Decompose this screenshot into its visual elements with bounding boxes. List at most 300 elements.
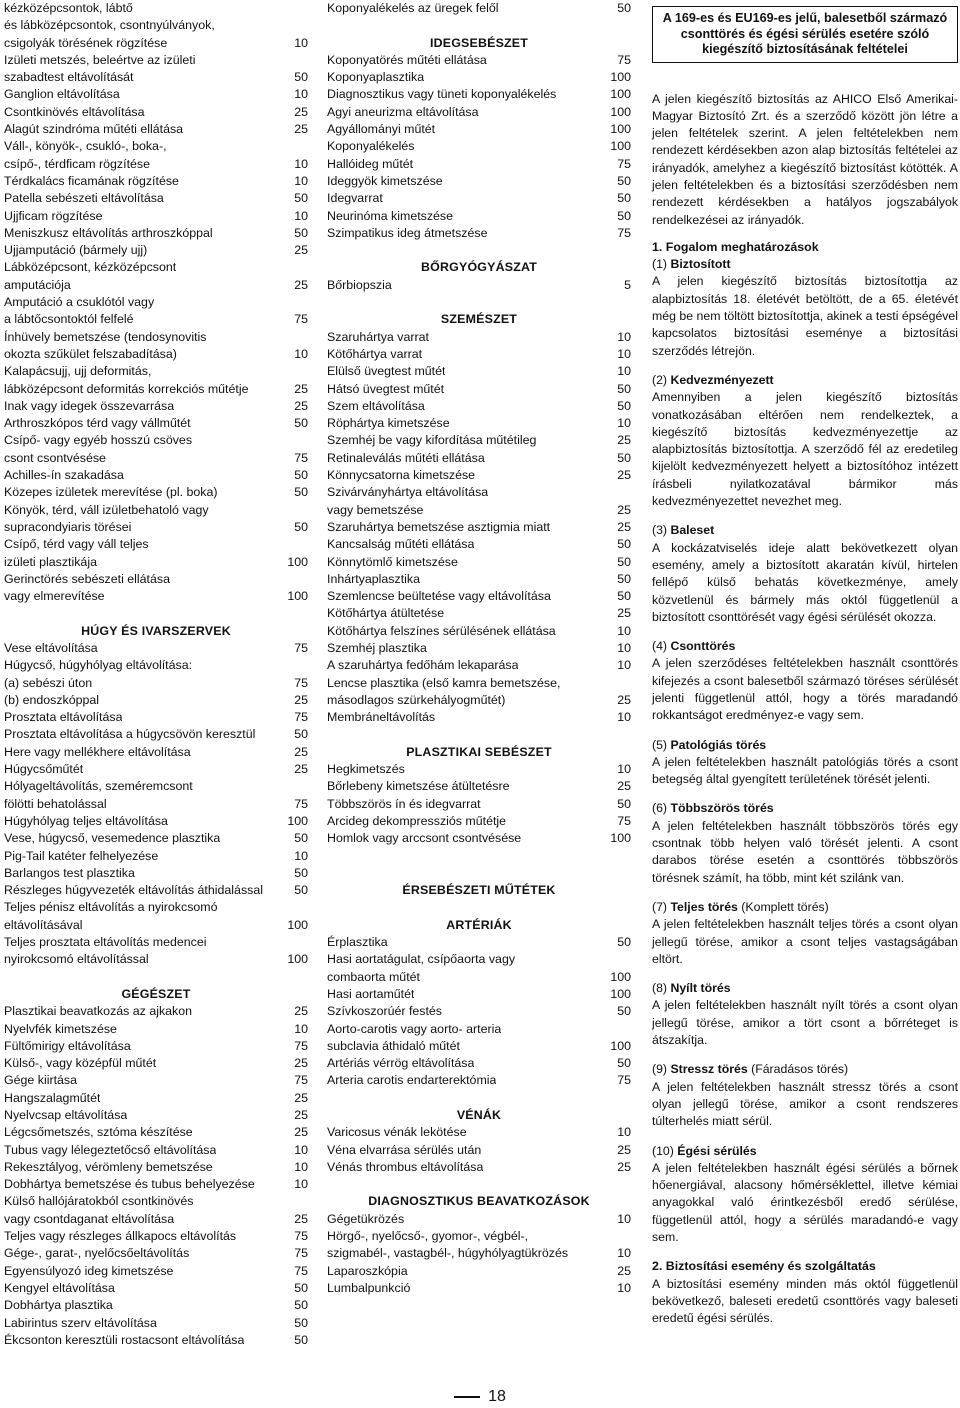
item-value: 25 (294, 1056, 308, 1071)
item-label: Inak vagy idegek összevarrása (4, 398, 175, 413)
item-label: Kancsalság műtéti ellátása (327, 537, 475, 552)
page-number (0, 1388, 960, 1406)
item-label: Plasztikai beavatkozás az ajkakon (4, 1004, 193, 1019)
item-label: Ínhüvely bemetszése (tendosynovitis (4, 329, 207, 344)
definition-title: (9) Stressz törés (Fáradásos törés) (652, 1062, 849, 1077)
list-item (327, 138, 631, 155)
item-label: Dobhártya bemetszése és tubus behelyezése (4, 1177, 255, 1192)
item-label: Koponyatörés műtéti ellátása (327, 52, 487, 67)
item-value: 75 (294, 796, 308, 811)
list-item (4, 1176, 308, 1193)
item-label: Hegkimetszés (327, 762, 405, 777)
item-value: 75 (294, 1073, 308, 1088)
item-value: 50 (294, 1298, 308, 1313)
list-item (327, 225, 631, 242)
list-item (327, 657, 631, 674)
list-item (4, 467, 308, 484)
item-label: Bőrlebeny kimetszése átültetésre (327, 779, 510, 794)
item-value: 25 (294, 1125, 308, 1140)
definition-text: A jelen feltételekben használt égési sérülés a bőrnek hőenergiával, alacsony hőmérséklettel, illetve kémiai anyagokkal való érintkezésből eredő sérülése, függetlenül attól, hogy a sérülés maradandó-e vagy sem. (652, 1160, 958, 1245)
section-text: A biztosítási esemény minden más októl függetlenül bekövetkező, baleseti eredetű csonttörés vagy baleseti eredetű égési sérülés. (652, 1276, 958, 1326)
item-value: 10 (617, 658, 631, 673)
list-item (327, 190, 631, 207)
list-item (4, 329, 308, 346)
definition-title: (3) Baleset (652, 523, 715, 538)
item-label: Rekesztályog, vérömleny bemetszése (4, 1159, 213, 1174)
item-label: csigolyák törésének rögzítése (4, 35, 168, 50)
item-value: 50 (294, 1280, 308, 1295)
item-value: 50 (294, 468, 308, 483)
list-item (327, 778, 631, 795)
list-item (4, 1332, 308, 1349)
item-label: Vese eltávolítása (4, 640, 98, 655)
item-label: másodlagos szürkehályogműtét) (327, 692, 506, 707)
item-label: Röphártya kimetszése (327, 416, 450, 431)
item-label: vagy bemetszése (327, 502, 424, 517)
section-heading: ARTÉRIÁK (446, 917, 512, 932)
list-item (4, 311, 308, 328)
item-value: 10 (617, 329, 631, 344)
item-label: Vese, húgycső, vesemedence plasztika (4, 831, 221, 846)
page-number-text: 18 (488, 1388, 506, 1405)
definition-text: A jelen feltételekben használt teljes törés a csont olyan jellegű törése, amikor a csont teljes vastagságában eltört. (652, 917, 958, 966)
item-value: 75 (617, 813, 631, 828)
list-item (327, 986, 631, 1003)
item-value: 100 (610, 104, 631, 119)
definition-title: (10) Égési sérülés (652, 1143, 757, 1158)
item-label: Kalapácsujj, ujj deformitás, (4, 364, 152, 379)
item-label: Lencse plasztika (első kamra bemetszése, (327, 675, 561, 690)
item-label: Többszörös ín és idegvarrat (327, 796, 481, 811)
item-value: 25 (617, 606, 631, 621)
item-label: Meniszkusz eltávolítás arthroszkóppal (4, 225, 213, 240)
list-item (4, 692, 308, 709)
list-item (4, 1193, 308, 1210)
item-value: 100 (610, 986, 631, 1001)
item-label: Ujjamputáció (bármely ujj) (4, 243, 148, 258)
list-item (4, 484, 308, 501)
item-value: 75 (617, 225, 631, 240)
item-value: 50 (617, 796, 631, 811)
list-item (4, 830, 308, 847)
list-section (327, 52, 631, 242)
item-value: 10 (294, 156, 308, 171)
list-item (4, 761, 308, 778)
list-item (4, 432, 308, 449)
item-value: 25 (617, 502, 631, 517)
list-item (4, 1280, 308, 1297)
item-label: Nyelvcsap eltávolítása (4, 1108, 128, 1122)
item-value: 100 (287, 952, 308, 967)
item-value: 75 (294, 450, 308, 465)
item-value: 25 (294, 104, 308, 119)
list-item (4, 259, 308, 276)
item-value: 50 (294, 485, 308, 500)
list-item (327, 1142, 631, 1159)
item-value: 50 (294, 1332, 308, 1347)
section-heading: DIAGNOSZTIKUS BEAVATKOZÁSOK (368, 1194, 590, 1209)
item-value: 50 (294, 883, 308, 898)
item-label: Koponyaplasztika (327, 70, 425, 85)
item-value: 50 (294, 191, 308, 206)
list-item (4, 35, 308, 52)
item-value: 10 (617, 1125, 631, 1140)
list-item (4, 86, 308, 103)
item-label: Barlangos test plasztika (4, 865, 135, 880)
item-label: szabadtest eltávolítását (4, 70, 134, 85)
item-label: Gerinctörés sebészeti ellátása (4, 571, 170, 586)
item-label: Idegvarrat (327, 191, 383, 206)
list-item (4, 899, 308, 916)
item-value: 10 (617, 1211, 631, 1226)
item-label: és lábközépcsontok, csontnyúlványok, (4, 18, 215, 33)
item-value: 10 (617, 1246, 631, 1261)
item-value: 10 (617, 762, 631, 777)
item-value: 25 (294, 762, 308, 777)
list-item (327, 346, 631, 363)
item-label: supracondyiaris törései (4, 519, 132, 534)
list-item (4, 1263, 308, 1280)
section-heading: GÉGÉSZET (121, 986, 191, 1001)
item-value: 10 (617, 623, 631, 638)
item-label: Szívkoszorúér festés (327, 1004, 443, 1019)
item-value: 75 (294, 1263, 308, 1278)
list-item (327, 208, 631, 225)
item-value: 10 (294, 1142, 308, 1157)
item-label: Kötőhártya átültetése (327, 606, 445, 621)
item-label: fölötti behatolással (4, 796, 107, 811)
list-item (327, 363, 631, 380)
item-label: Lábközépcsont, kézközépcsont (4, 260, 177, 275)
item-value: 25 (294, 692, 308, 707)
list-item (327, 467, 631, 484)
list-item (327, 1228, 631, 1245)
list-item (4, 1297, 308, 1314)
list-item (327, 52, 631, 69)
section-heading: PLASZTIKAI SEBÉSZET (406, 744, 552, 759)
item-label: Szimpatikus ideg átmetszése (327, 225, 488, 240)
list-item (4, 138, 308, 155)
list-item (4, 1055, 308, 1072)
item-value: 25 (294, 122, 308, 137)
item-label: Teljes prosztata eltávolítás medencei (4, 935, 207, 950)
list-item (327, 969, 631, 986)
definition-text: A jelen feltételekben használt patológiás törés a csont betegség által gyengített területének törését jelenti. (652, 754, 958, 787)
list-item (327, 415, 631, 432)
item-value: 10 (617, 346, 631, 361)
item-value: 25 (617, 692, 631, 707)
item-label: Achilles-ín szakadása (4, 468, 124, 483)
definition-title: (8) Nyílt törés (652, 981, 731, 996)
item-value: 25 (294, 1004, 308, 1019)
item-label: Hasi aortatágulat, csípőaorta vagy (327, 952, 516, 967)
list-item (4, 917, 308, 934)
list-item (4, 346, 308, 363)
item-value: 10 (294, 208, 308, 223)
list-section (327, 761, 631, 847)
list-item (327, 1159, 631, 1176)
item-value: 75 (294, 640, 308, 655)
item-label: a lábtőcsontoktól felfelé (4, 312, 134, 327)
column-2 (327, 0, 631, 1297)
list-section (327, 1124, 631, 1176)
definition-title: (7) Teljes törés (Komplett törés) (652, 899, 829, 914)
item-label: Csípő- vagy egyéb hosszú csöves (4, 433, 193, 448)
list-item (327, 104, 631, 121)
definition-text: A kockázatviselés ideje alatt bekövetkezett olyan esemény, amely a biztosított akaratán kívül, hirtelen fellépő külső behatás következménye, amely közvetlenül és bármely más októl függetlenül a biztosított csonttörését vagy égési sérülését okozza. (652, 540, 958, 624)
item-value: 10 (294, 87, 308, 102)
list-item (4, 277, 308, 294)
item-value: 75 (617, 52, 631, 67)
item-label: subclavia áthidaló műtét (327, 1038, 460, 1053)
definition-text: A jelen szerződéses feltételekben használt csonttörés kifejezés a csont balesetből származó töréses sérülését jelenti függetlenül attól, hogy a törés maradandó rokkantságot eredményez-e vagy sem. (652, 656, 958, 723)
item-label: Arteria carotis endarterektómia (327, 1073, 497, 1088)
list-item (4, 1090, 308, 1107)
item-label: vagy csontdaganat eltávolítása (4, 1211, 175, 1226)
section-heading: BŐRGYÓGYÁSZAT (421, 260, 537, 275)
list-section (327, 1211, 631, 1297)
item-label: Térdkalács ficamának rögzítése (4, 173, 179, 188)
item-value: 25 (294, 744, 308, 759)
item-label: Szemlencse beültetése vagy eltávolítása (327, 589, 551, 604)
item-value: 50 (294, 416, 308, 431)
list-item (4, 519, 308, 536)
item-value: 25 (617, 1159, 631, 1174)
item-value: 25 (294, 243, 308, 258)
item-label: Lumbalpunkció (327, 1280, 411, 1295)
list-item (327, 640, 631, 657)
list-item (327, 1245, 631, 1262)
section-heading: VÉNÁK (456, 1108, 502, 1122)
list-item (327, 1072, 631, 1089)
list-item (4, 1107, 308, 1124)
list-item (4, 951, 308, 968)
list-item (4, 502, 308, 519)
item-label: Vénás thrombus eltávolítása (327, 1159, 484, 1174)
list-item (4, 190, 308, 207)
list-item (4, 865, 308, 882)
item-label: Teljes pénisz eltávolítás a nyirokcsomó (4, 900, 218, 915)
list-item (4, 709, 308, 726)
list-item (4, 1142, 308, 1159)
list-section (327, 329, 631, 727)
item-label: Artériás vérrög eltávolítása (327, 1056, 475, 1071)
item-label: kézközépcsontok, lábtő (4, 1, 133, 15)
item-label: Váll-, könyök-, csukló-, boka-, (4, 139, 167, 154)
list-item (4, 675, 308, 692)
item-value: 50 (294, 865, 308, 880)
list-section (327, 934, 631, 1090)
list-item (327, 502, 631, 519)
item-value: 25 (617, 779, 631, 794)
item-label: Ganglion eltávolítása (4, 87, 120, 102)
item-label: Szemhéj plasztika (327, 640, 427, 655)
list-section (327, 0, 631, 17)
item-label: Retinaleválás műtéti ellátása (327, 450, 485, 465)
item-label: Tubus vagy lélegeztetőcső eltávolítása (4, 1142, 217, 1157)
item-value: 10 (617, 710, 631, 725)
item-label: Könyök, térd, váll izületbehatoló vagy (4, 502, 209, 517)
item-label: Patella sebészeti eltávolítása (4, 191, 164, 206)
item-value: 10 (294, 848, 308, 863)
definition-text: A jelen feltételekben használt többszörös törés egy csontnak több helyen való törését jelenti. A csont darabos törése esetén a csonttörés többszörös törésnek számít, ha több, mint két szilánk van. (652, 818, 958, 885)
item-label: Inhártyaplasztika (327, 571, 420, 586)
item-value: 25 (294, 1108, 308, 1122)
definition-title: (6) Többszörös törés (652, 801, 774, 816)
item-label: Varicosus vénák lekötése (327, 1125, 467, 1140)
item-label: lábközépcsont deformitás korrekciós műtétje (4, 381, 249, 396)
list-item (327, 450, 631, 467)
item-label: Hólyageltávolítás, szeméremcsont (4, 779, 193, 794)
definition-text: A jelen feltételekben használt nyílt törés a csont olyan jellegű törése, amikor a tört csont a bőrréteget is átszakítja. (652, 998, 958, 1048)
item-value: 10 (617, 1280, 631, 1295)
list-item (327, 1124, 631, 1141)
item-label: Nyelvfék kimetszése (4, 1021, 117, 1036)
list-item (327, 761, 631, 778)
item-value: 10 (617, 364, 631, 379)
item-label: (a) sebészi úton (4, 675, 93, 690)
item-label: Arcideg dekompressziós műtétje (327, 813, 507, 828)
item-value: 50 (617, 450, 631, 465)
list-item (327, 1021, 631, 1038)
list-item (4, 52, 308, 69)
item-label: Fültőmirigy eltávolítása (4, 1038, 131, 1053)
item-label: Könnycsatorna kimetszése (327, 468, 476, 483)
item-label: Külső hallójáratokból csontkinövés (4, 1194, 194, 1209)
list-item (327, 813, 631, 830)
item-value: 100 (287, 917, 308, 932)
definition-title: (1) Biztosított (652, 257, 731, 272)
list-item (4, 796, 308, 813)
item-label: Véna elvarrása sérülés után (327, 1142, 482, 1157)
list-item (327, 709, 631, 726)
page-number-dash (454, 1396, 480, 1398)
item-value: 10 (617, 640, 631, 655)
list-item (327, 951, 631, 968)
item-label: Ujjficam rögzítése (4, 208, 103, 223)
item-value: 50 (617, 381, 631, 396)
list-section (327, 277, 631, 294)
item-value: 75 (617, 156, 631, 171)
item-label: Labirintus szerv eltávolítása (4, 1315, 157, 1330)
list-item (4, 398, 308, 415)
item-label: combaorta műtét (327, 969, 420, 984)
item-label: Gégetükrözés (327, 1211, 405, 1226)
item-value: 75 (294, 312, 308, 327)
item-value: 50 (617, 589, 631, 604)
list-item (4, 554, 308, 571)
list-item (4, 1003, 308, 1020)
item-label: Hangszalagműtét (4, 1090, 101, 1105)
item-value: 25 (294, 398, 308, 413)
item-value: 5 (624, 277, 631, 292)
list-item (4, 173, 308, 190)
item-value: 100 (610, 139, 631, 154)
item-value: 50 (617, 1004, 631, 1019)
item-label: Hallóideg műtét (327, 156, 414, 171)
list-item (4, 294, 308, 311)
item-value: 50 (294, 225, 308, 240)
item-label: Neurinóma kimetszése (327, 208, 454, 223)
item-label: Szemhéj be vagy kifordítása műtétileg (327, 433, 537, 448)
list-item (327, 830, 631, 847)
list-item (4, 640, 308, 657)
list-item (327, 484, 631, 501)
section-title: 2. Biztosítási esemény és szolgáltatás (652, 1259, 876, 1274)
item-label: Aorto-carotis vagy aorto- arteria (327, 1021, 502, 1036)
item-value: 75 (294, 1038, 308, 1053)
boxed-title: A 169-es és EU169-es jelű, balesetből származó csonttörés és égési sérülés esetére szóló kiegészítő biztosításának feltételei (652, 6, 958, 63)
item-label: Szaruhártya varrat (327, 329, 429, 344)
list-item (4, 1245, 308, 1262)
item-label: Húgyhólyag teljes eltávolítása (4, 813, 168, 828)
item-label: Here vagy mellékhere eltávolítása (4, 744, 191, 759)
list-item (327, 692, 631, 709)
item-value: 50 (617, 191, 631, 206)
item-value: 50 (294, 727, 308, 742)
item-label: Csontkinövés eltávolítása (4, 104, 145, 119)
item-value: 25 (617, 519, 631, 534)
item-label: Teljes vagy részleges állkapocs eltávolítás (4, 1229, 237, 1244)
definition-text: A jelen kiegészítő biztosítás biztosítottja az alapbiztosítás 18. életévét betöltött, de a 65. életévét még be nem töltött biztosítottja, akinek a testi épségével kapcsolatos biztosítási eseménye a biztosítási szerződés létrejön. (652, 274, 958, 358)
list-item (4, 1315, 308, 1332)
item-value: 50 (617, 571, 631, 586)
item-label: Hasi aortaműtét (327, 986, 415, 1001)
item-value: 10 (294, 346, 308, 361)
item-label: Agyi aneurizma eltávolítása (327, 104, 479, 119)
item-value: 50 (294, 1315, 308, 1330)
list-item (4, 0, 308, 17)
item-label: Agyállományi műtét (327, 122, 436, 137)
item-label: Izületi metszés, beleértve az izületi (4, 52, 196, 67)
list-item (4, 121, 308, 138)
list-item (4, 657, 308, 674)
list-item (4, 778, 308, 795)
list-section (4, 1003, 308, 1349)
list-item (327, 432, 631, 449)
list-item (327, 605, 631, 622)
item-label: csont csontvésése (4, 450, 106, 465)
list-item (327, 519, 631, 536)
column-1 (4, 0, 308, 1349)
item-label: Csípő, térd vagy váll teljes (4, 537, 149, 552)
item-label: Hörgő-, nyelőcső-, gyomor-, végbél-, (327, 1229, 529, 1244)
list-item (327, 1280, 631, 1297)
definition-text: Amennyiben a jelen kiegészítő biztosítás vonatkozásában eltérően nem rendelkeztek, a kiegészítő biztosítás kedvezményezettje az alapbiztosítás biztosítottja. A szerződő fél az eredetileg kijelölt kedvezményezett helyett a biztosítóhoz intézett írásbeli nyilatkozatával bármikor más kedvezményezettet nevezhet meg. (652, 390, 958, 509)
section-heading: SZEMÉSZET (440, 312, 518, 327)
item-value: 75 (294, 675, 308, 690)
item-label: Alagút szindróma műtéti ellátása (4, 122, 184, 137)
list-item (4, 813, 308, 830)
item-label: Légcsőmetszés, sztóma készítése (4, 1125, 193, 1140)
item-value: 25 (294, 277, 308, 292)
item-value: 50 (617, 935, 631, 950)
item-value: 50 (617, 208, 631, 223)
item-label: Közepes izületek merevítése (pl. boka) (4, 485, 218, 500)
item-value: 75 (617, 1073, 631, 1088)
section-title: 1. Fogalom meghatározások (652, 239, 819, 254)
list-section (4, 0, 308, 605)
list-item (327, 588, 631, 605)
list-item (327, 86, 631, 103)
item-label: izületi plasztikája (4, 554, 97, 569)
list-item (4, 1211, 308, 1228)
list-item (327, 398, 631, 415)
list-item (327, 1055, 631, 1072)
list-item (4, 588, 308, 605)
list-item (327, 934, 631, 951)
item-label: Koponyalékelés az üregek felől (327, 1, 499, 15)
